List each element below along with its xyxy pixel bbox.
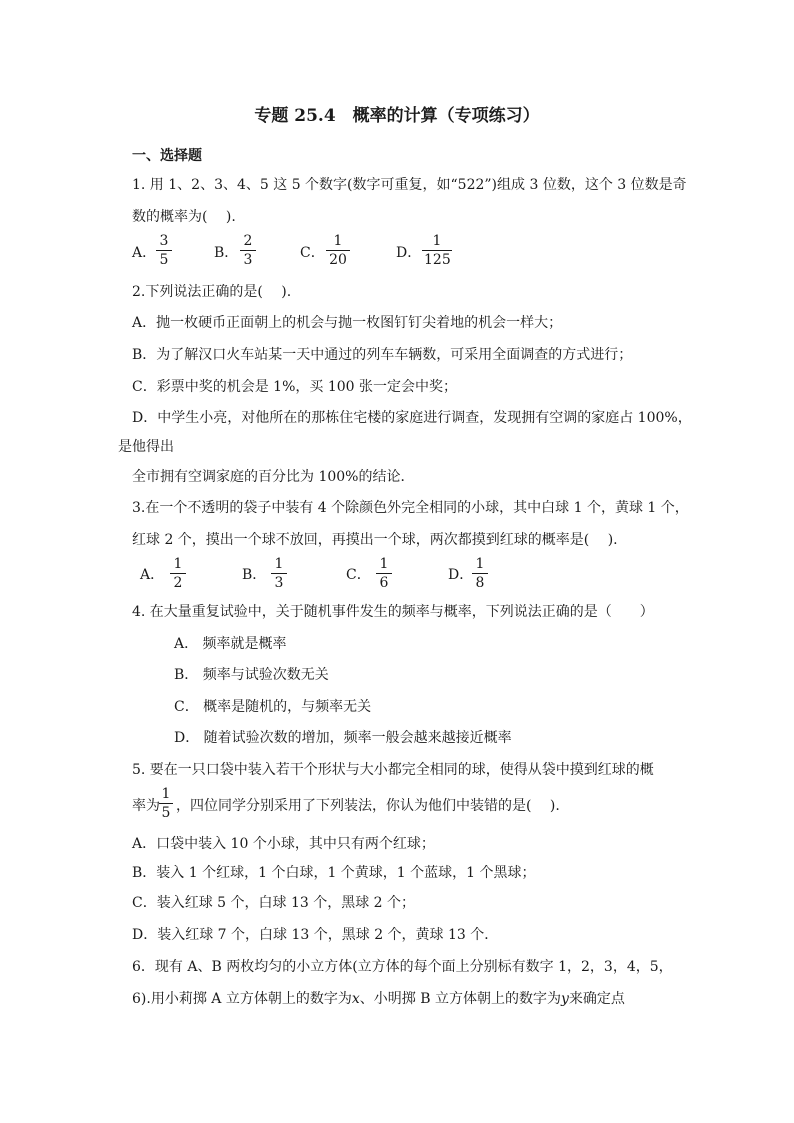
q3-stem-line2: 红球 2 个，摸出一个球不放回，再摸出一个球，两次都摸到红球的概率是( ). — [132, 532, 618, 548]
q5-probability-fraction — [159, 786, 173, 821]
q1-option-c-label: C． — [300, 245, 325, 261]
q6-text-a: 6).用小莉掷 A 立方体朝上的数字为 — [132, 991, 352, 1007]
numerator: 2 — [243, 233, 253, 249]
q2-option-a: A．抛一枚硬币正面朝上的机会与抛一枚图钉钉尖着地的机会一样大； — [132, 315, 563, 331]
variable-y: y — [560, 991, 569, 1007]
q1-option-b-fraction — [240, 233, 256, 268]
q1-option-a-label: A． — [132, 245, 157, 261]
q3-option-d-fraction — [472, 556, 488, 591]
q2-stem: 2.下列说法正确的是( ). — [132, 284, 292, 300]
q1-option-a-fraction — [156, 233, 172, 268]
denominator: 3 — [274, 575, 284, 591]
numerator: 1 — [161, 786, 171, 802]
q3-option-c-label: C． — [346, 567, 371, 583]
denominator: 6 — [379, 575, 389, 591]
q1-option-b-label: B． — [214, 245, 239, 261]
q6-stem-line2 — [132, 989, 625, 1009]
section-heading: 一、选择题 — [132, 148, 202, 164]
numerator: 1 — [432, 233, 442, 249]
denominator: 20 — [329, 252, 347, 268]
q2-option-d-line1: D．中学生小亮，对他所在的那栋住宅楼的家庭进行调查，发现拥有空调的家庭占 100%， — [132, 410, 692, 426]
q1-option-c-fraction — [326, 233, 350, 268]
q3-stem-line1: 3.在一个不透明的袋子中装有 4 个除颜色外完全相同的小球，其中白球 1 个，黄球 1 个， — [132, 500, 689, 516]
page-title: 专题 25.4 概率的计算（专项练习） — [254, 106, 540, 126]
q6-stem-line1: 6．现有 A、B 两枚均匀的小立方体(立方体的每个面上分别标有数字 1，2，3，4，5， — [132, 959, 673, 975]
q3-option-c-fraction — [376, 556, 392, 591]
q2-option-d-line3: 全市拥有空调家庭的百分比为 100%的结论． — [132, 469, 415, 485]
q6-text-b: 、小明掷 B 立方体朝上的数字为 — [359, 991, 561, 1007]
q5-option-d: D．装入红球 7 个，白球 13 个，黑球 2 个，黄球 13 个． — [132, 927, 499, 943]
denominator: 3 — [243, 252, 253, 268]
q5-option-a: A．口袋中装入 10 个小球，其中只有两个红球； — [132, 836, 435, 852]
q4-option-b: B． 频率与试验次数无关 — [174, 667, 329, 683]
q2-option-b: B．为了解汉口火车站某一天中通过的列车车辆数，可采用全面调查的方式进行； — [132, 347, 633, 363]
denominator: 8 — [475, 575, 485, 591]
variable-x: x — [351, 991, 360, 1007]
q5-option-c: C．装入红球 5 个，白球 13 个，黑球 2 个； — [132, 895, 416, 911]
denominator: 2 — [173, 575, 183, 591]
numerator: 1 — [475, 556, 485, 572]
q3-option-b-label: B． — [242, 567, 267, 583]
numerator: 1 — [173, 556, 183, 572]
q1-stem-line1: 1. 用 1、2、3、4、5 这 5 个数字(数字可重复，如“522”)组成 3 位数，这个 3 位数是奇 — [132, 177, 687, 193]
numerator: 1 — [379, 556, 389, 572]
q1-stem-line2: 数的概率为( ). — [132, 209, 236, 225]
q4-option-c: C． 概率是随机的，与频率无关 — [174, 699, 372, 715]
denominator: 5 — [159, 252, 169, 268]
numerator: 1 — [333, 233, 343, 249]
q2-option-d-line2: 是他得出 — [118, 439, 174, 455]
denominator: 5 — [161, 805, 171, 821]
q4-option-d: D． 随着试验次数的增加，频率一般会越来越接近概率 — [174, 730, 512, 746]
q5-option-b: B．装入 1 个红球，1 个白球，1 个黄球，1 个蓝球，1 个黑球； — [132, 865, 536, 881]
q4-stem: 4. 在大量重复试验中，关于随机事件发生的频率与概率，下列说法正确的是（ ） — [132, 604, 654, 620]
q5-stem-line2-end: ，四位同学分别采用了下列装法，你认为他们中装错的是( ). — [176, 798, 560, 814]
q3-option-b-fraction — [271, 556, 287, 591]
q5-stem-line1: 5. 要在一只口袋中装入若干个形状与大小都完全相同的球，使得从袋中摸到红球的概 — [132, 762, 654, 778]
q1-option-d-fraction — [422, 233, 452, 268]
numerator: 1 — [274, 556, 284, 572]
numerator: 3 — [159, 233, 169, 249]
q6-text-c: 来确定点 — [568, 991, 625, 1007]
q3-option-a-fraction — [170, 556, 186, 591]
q3-option-a-label: A． — [140, 567, 165, 583]
q1-option-d-label: D． — [396, 245, 422, 261]
q3-option-d-label: D． — [448, 567, 474, 583]
q2-option-c: C．彩票中奖的机会是 1%，买 100 张一定会中奖； — [132, 379, 457, 395]
q4-option-a: A． 频率就是概率 — [174, 636, 287, 652]
denominator: 125 — [424, 252, 451, 268]
q5-stem-line2-start: 率为 — [132, 798, 160, 814]
